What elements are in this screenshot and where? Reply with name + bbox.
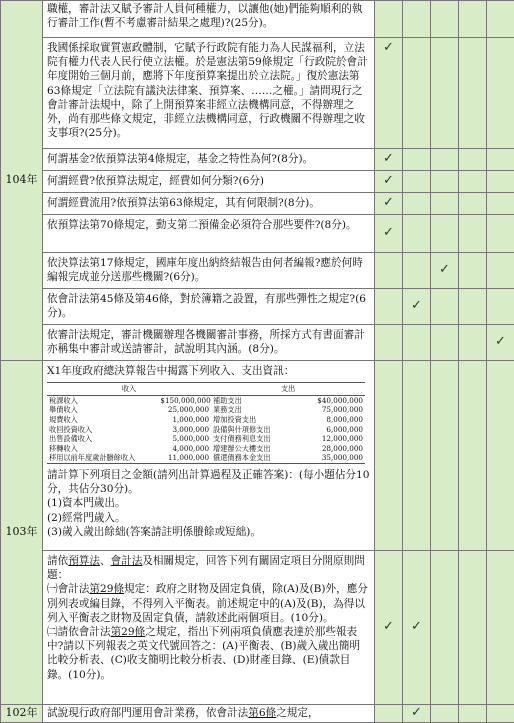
mark-cell [487, 289, 514, 325]
mark-cell [431, 289, 459, 325]
question-text: 我國係採取實質憲政體制，它賦予行政院有能力為人民謀福利，立法院有權力代表人民行使立法權。於是憲法第59條規定「行政院於會計年度開始三個月前，應將下年度預算案提出於立法院。」復於憲法第63條規定「立法院有議決法律案、預算案、‥‥‥之權。」請問現行之會計審計法規中，除了上開預算案非經立法機構同意，不得辦理之外，尚有那些條文規定，非經立法機構同意，行政機關不得辦理之收支事項?(25分)。 [43, 38, 375, 149]
year-cell: 103年 [1, 361, 43, 705]
mark-cell [403, 1, 431, 38]
mark-cell: ✓ [375, 38, 403, 149]
income-amount: 3,000,000 [158, 425, 211, 435]
mark-cell [459, 215, 487, 253]
year-cell: 102年 [1, 705, 43, 723]
expense-label: 設備與什項修支出 [211, 425, 306, 435]
mark-cell [431, 149, 459, 171]
table-row [1, 193, 514, 215]
financial-header-row [47, 383, 365, 396]
expense-header: 支出 [211, 383, 365, 396]
year-cell: 104年 [1, 1, 43, 361]
accounting-law-link[interactable]: 會計法 [111, 555, 143, 567]
question-item: (2)經常門歲入。 [47, 511, 370, 525]
question-text: 依決算法第17條規定，國庫年度出納終結報告由何者編報?應於何時編報完成並分送那些機關?(6分)。 [43, 253, 375, 289]
part-text: 之規定，指出下列兩項負債應表達於那些報表中?請以下列報表之英文代號回答之：(A)平衡表、(B)歲入歲出簡明比較分析表、(C)收支簡明比較分析表、(D)財產目錄、(E)債款目錄。(10分)。 [47, 626, 360, 681]
table-row [1, 215, 514, 253]
part-text: 試說現行政府部門運用會計業務，依會計法 [47, 707, 248, 719]
table-row [1, 289, 514, 325]
mark-cell [403, 361, 431, 551]
question-text: 職權，審計法又賦予審計人員何種權力，以讓他(她)們能夠順利的執行審計工作(暫不考慮審計結果之處理)?(25分)。 [43, 1, 375, 38]
mark-cell [459, 149, 487, 171]
mark-cell [487, 705, 514, 723]
expense-label: 償還債務本金支出 [211, 453, 306, 463]
lead-text: 及相關規定，回答下列有關固定項目分開原則問題： [47, 555, 365, 581]
expense-amount: 28,000,000 [306, 444, 365, 454]
mark-cell: ✓ [403, 551, 431, 705]
mark-cell [459, 1, 487, 38]
mark-cell [487, 551, 514, 705]
income-label: 移用以前年度歲計賸餘收入 [47, 453, 158, 463]
mark-cell [487, 1, 514, 38]
mark-cell [375, 361, 403, 551]
mark-cell [459, 171, 487, 193]
mark-cell [459, 325, 487, 361]
mark-cell [459, 705, 487, 723]
expense-amount: 12,000,000 [306, 434, 365, 444]
mark-cell: ✓ [375, 193, 403, 215]
lead-text: 請依 [47, 555, 68, 567]
expense-amount: 35,000,000 [306, 453, 365, 463]
mark-cell [403, 171, 431, 193]
income-amount: $150,000,000 [158, 395, 211, 405]
income-label: 舉債收入 [47, 405, 158, 415]
mark-cell [403, 215, 431, 253]
article-link[interactable]: 第6條 [248, 707, 276, 719]
mark-cell: ✓ [375, 551, 403, 705]
mark-cell [375, 325, 403, 361]
mark-cell [459, 551, 487, 705]
mark-cell [431, 361, 459, 551]
table-row [1, 361, 514, 551]
mark-cell [459, 361, 487, 551]
expense-label: 支付債務利息支出 [211, 434, 306, 444]
mark-cell [459, 38, 487, 149]
question-text: 何謂基金?依預算法第4條規定，基金之特性為何?(8分)。 [43, 149, 375, 171]
table-row [1, 705, 514, 723]
part-text: ㈠會計法 [47, 583, 89, 595]
mark-cell [403, 253, 431, 289]
expense-label: 業務支出 [211, 405, 306, 415]
expense-amount: 75,000,000 [306, 405, 365, 415]
financial-row [47, 395, 365, 405]
table-row [1, 253, 514, 289]
question-lead [47, 554, 370, 582]
separator-text: 、 [100, 555, 111, 567]
mark-cell [403, 38, 431, 149]
income-amount: 4,000,000 [158, 444, 211, 454]
mark-cell: ✓ [375, 215, 403, 253]
table-row [1, 1, 514, 38]
question-text: 依會計法第45條及第46條，對於簿籍之設置，有那些彈性之規定?(6分)。 [43, 289, 375, 325]
question-text: 何謂經費?依預算法規定，經費如何分類?(6分) [43, 171, 375, 193]
income-amount: 5,000,000 [158, 434, 211, 444]
mark-cell: ✓ [375, 149, 403, 171]
question-part [47, 582, 370, 625]
financial-row [47, 434, 365, 444]
expense-amount: $40,000,000 [306, 395, 365, 405]
financial-row [47, 425, 365, 435]
question-text: 依審計法規定，審計機關辦理各機關審計事務，所採方式有書面審計亦稱集中審計或送請審計，試說明其內涵。(8分)。 [43, 325, 375, 361]
budget-law-link[interactable]: 預算法 [68, 555, 100, 567]
mark-cell [375, 289, 403, 325]
mark-cell [431, 193, 459, 215]
expense-label: 增加投資支出 [211, 415, 306, 425]
article-link[interactable]: 第29條 [89, 583, 124, 595]
mark-cell [403, 325, 431, 361]
mark-cell: ✓ [431, 253, 459, 289]
mark-cell: ✓ [403, 289, 431, 325]
financial-row [47, 444, 365, 454]
mark-cell [487, 38, 514, 149]
mark-cell [375, 253, 403, 289]
table-row [1, 325, 514, 361]
mark-cell [375, 1, 403, 38]
question-item: (3)歲入歲出餘絀(答案請註明係賸餘或短絀)。 [47, 525, 370, 539]
mark-cell [375, 705, 403, 723]
mark-cell [459, 193, 487, 215]
mark-cell [487, 149, 514, 171]
mark-cell [431, 705, 459, 723]
mark-cell [403, 193, 431, 215]
question-intro: X1年度政府總決算報告中揭露下列收入、支出資訊： [47, 364, 370, 378]
income-amount: 25,000,000 [158, 405, 211, 415]
income-label: 規費收入 [47, 415, 158, 425]
mark-cell [431, 1, 459, 38]
financial-table [47, 382, 365, 464]
income-label: 移轉收入 [47, 444, 158, 454]
income-header: 收入 [47, 383, 211, 396]
mark-cell [487, 171, 514, 193]
article-link[interactable]: 第29條 [111, 626, 146, 638]
expense-label: 補助支出 [211, 395, 306, 405]
table-row [1, 149, 514, 171]
mark-cell [403, 149, 431, 171]
mark-cell [487, 193, 514, 215]
financial-row [47, 415, 365, 425]
income-amount: 11,000,000 [158, 453, 211, 463]
income-label: 收回投資收入 [47, 425, 158, 435]
part-text: 規定：政府之財物及固定負債，除(A)及(B)外，應分別列表或編目錄，不得列入平衡表。前述規定中的(A)及(B)，為得以列入平衡表之財物及固定負債，請敘述此兩個項目。(10分)。 [47, 583, 368, 623]
mark-cell [431, 171, 459, 193]
question-text: 何謂經費流用?依預算法第63條規定，其有何限制?(8分)。 [43, 193, 375, 215]
question-text [43, 705, 375, 723]
mark-cell [487, 253, 514, 289]
mark-cell [459, 289, 487, 325]
mark-cell [431, 38, 459, 149]
question-text [43, 551, 375, 705]
table-row [1, 38, 514, 149]
question-instructions: 請計算下列項目之金額(請列出計算過程及正確答案)：(每小題佔分10分，共佔分30分)。 [47, 468, 370, 496]
question-item: (1)資本門歲出。 [47, 496, 370, 510]
mark-cell [431, 215, 459, 253]
question-text [43, 361, 375, 551]
question-part [47, 625, 370, 682]
income-label: 出售設備收入 [47, 434, 158, 444]
financial-row [47, 453, 365, 463]
mark-cell [487, 361, 514, 551]
financial-row [47, 405, 365, 415]
mark-cell [487, 215, 514, 253]
table-row [1, 551, 514, 705]
part-text: ㈡請依會計法 [47, 626, 111, 638]
table-row [1, 171, 514, 193]
mark-cell: ✓ [487, 325, 514, 361]
mark-cell [431, 551, 459, 705]
mark-cell [459, 253, 487, 289]
mark-cell [431, 325, 459, 361]
expense-label: 增建辦公大樓支出 [211, 444, 306, 454]
income-amount: 1,000,000 [158, 415, 211, 425]
part-text: 之規定， [276, 707, 318, 719]
expense-amount: 8,000,000 [306, 415, 365, 425]
expense-amount: 6,000,000 [306, 425, 365, 435]
mark-cell: ✓ [375, 171, 403, 193]
question-text: 依預算法第70條規定，動支第二預備金必須符合那些要件?(8分)。 [43, 215, 375, 253]
mark-cell: ✓ [403, 705, 431, 723]
income-label: 稅課收入 [47, 395, 158, 405]
